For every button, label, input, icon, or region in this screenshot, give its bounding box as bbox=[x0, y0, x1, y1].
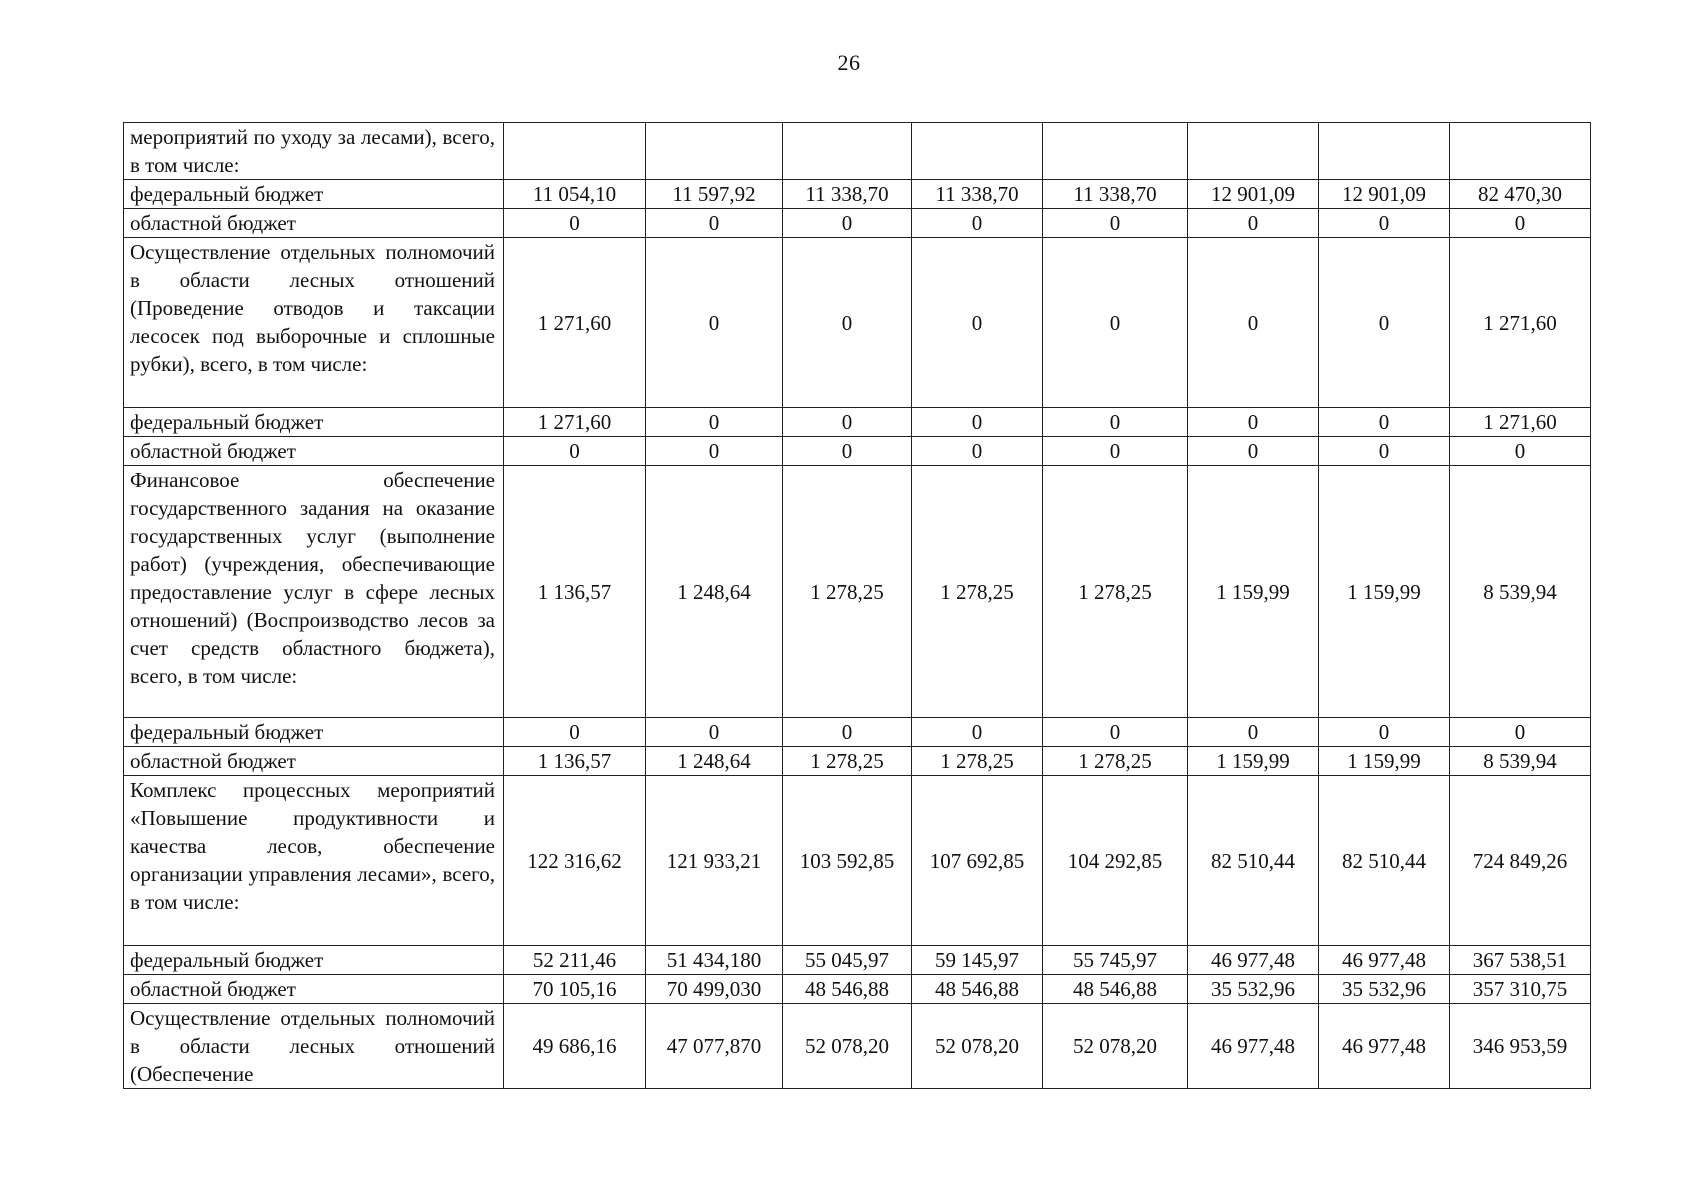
value-cell: 0 bbox=[783, 718, 912, 747]
row-label bbox=[124, 718, 504, 747]
value-cell: 52 078,20 bbox=[1043, 1004, 1188, 1089]
value-cell: 0 bbox=[1043, 408, 1188, 437]
value-cell: 0 bbox=[1450, 437, 1591, 466]
value-cell: 46 977,48 bbox=[1319, 1004, 1450, 1089]
row-label-text: Осуществление отдельных полномочий в области лесных отношений (Проведение отводов и таксации лесосек под выборочные и сплошные рубки), всего, в том числе: bbox=[130, 240, 495, 376]
table-row bbox=[124, 975, 1591, 1004]
value-cell: 11 338,70 bbox=[783, 180, 912, 209]
value-cell: 0 bbox=[504, 718, 646, 747]
value-cell: 0 bbox=[504, 437, 646, 466]
value-cell: 1 159,99 bbox=[1319, 466, 1450, 718]
value-cell: 0 bbox=[783, 408, 912, 437]
row-label-text: Осуществление отдельных полномочий в области лесных отношений (Обеспечение bbox=[130, 1006, 495, 1086]
value-cell: 1 278,25 bbox=[1043, 747, 1188, 776]
value-cell: 70 499,030 bbox=[646, 975, 783, 1004]
value-cell: 59 145,97 bbox=[912, 946, 1043, 975]
value-cell bbox=[1188, 123, 1319, 180]
table-row bbox=[124, 209, 1591, 238]
row-label-text: мероприятий по уходу за лесами), всего, в том числе: bbox=[130, 125, 495, 177]
value-cell: 35 532,96 bbox=[1188, 975, 1319, 1004]
row-label bbox=[124, 747, 504, 776]
value-cell: 0 bbox=[912, 238, 1043, 408]
value-cell: 52 211,46 bbox=[504, 946, 646, 975]
value-cell: 346 953,59 bbox=[1450, 1004, 1591, 1089]
value-cell: 1 248,64 bbox=[646, 747, 783, 776]
value-cell: 121 933,21 bbox=[646, 776, 783, 946]
table-row bbox=[124, 747, 1591, 776]
table-row bbox=[124, 180, 1591, 209]
value-cell: 0 bbox=[1188, 718, 1319, 747]
value-cell: 0 bbox=[1188, 408, 1319, 437]
value-cell: 122 316,62 bbox=[504, 776, 646, 946]
value-cell: 1 278,25 bbox=[783, 466, 912, 718]
value-cell: 0 bbox=[1043, 209, 1188, 238]
value-cell: 724 849,26 bbox=[1450, 776, 1591, 946]
value-cell bbox=[1450, 123, 1591, 180]
value-cell bbox=[1319, 123, 1450, 180]
value-cell: 0 bbox=[1043, 437, 1188, 466]
value-cell bbox=[1043, 123, 1188, 180]
row-label-text: федеральный бюджет bbox=[130, 948, 324, 972]
row-label bbox=[124, 180, 504, 209]
value-cell: 0 bbox=[783, 437, 912, 466]
value-cell: 8 539,94 bbox=[1450, 466, 1591, 718]
value-cell: 0 bbox=[1319, 437, 1450, 466]
value-cell: 46 977,48 bbox=[1188, 946, 1319, 975]
value-cell: 55 045,97 bbox=[783, 946, 912, 975]
value-cell: 0 bbox=[1319, 209, 1450, 238]
value-cell: 46 977,48 bbox=[1188, 1004, 1319, 1089]
value-cell: 0 bbox=[504, 209, 646, 238]
value-cell: 1 278,25 bbox=[912, 466, 1043, 718]
value-cell: 1 278,25 bbox=[912, 747, 1043, 776]
value-cell: 1 271,60 bbox=[1450, 408, 1591, 437]
value-cell: 1 159,99 bbox=[1319, 747, 1450, 776]
value-cell: 0 bbox=[912, 209, 1043, 238]
value-cell: 52 078,20 bbox=[912, 1004, 1043, 1089]
row-label-text: областной бюджет bbox=[130, 439, 296, 463]
value-cell: 1 271,60 bbox=[504, 238, 646, 408]
value-cell: 0 bbox=[1043, 718, 1188, 747]
value-cell bbox=[504, 123, 646, 180]
value-cell: 1 159,99 bbox=[1188, 466, 1319, 718]
value-cell: 0 bbox=[1450, 718, 1591, 747]
row-label bbox=[124, 466, 504, 718]
value-cell: 1 271,60 bbox=[1450, 238, 1591, 408]
value-cell: 11 338,70 bbox=[912, 180, 1043, 209]
value-cell: 104 292,85 bbox=[1043, 776, 1188, 946]
row-label-text: Финансовое обеспечение государственного задания на оказание государственных услуг (выполнение работ) (учреждения, обеспечивающие предоставление услуг в сфере лесных отношений) (Воспроизводство лесов за счет средств областного бюджета), всего, в том числе: bbox=[130, 468, 495, 688]
value-cell: 0 bbox=[1188, 209, 1319, 238]
row-label-text: областной бюджет bbox=[130, 211, 296, 235]
row-label bbox=[124, 408, 504, 437]
table-row bbox=[124, 946, 1591, 975]
budget-table-body bbox=[124, 123, 1591, 1089]
row-label bbox=[124, 209, 504, 238]
table-row bbox=[124, 718, 1591, 747]
table-row bbox=[124, 408, 1591, 437]
budget-table-container bbox=[123, 122, 1590, 1089]
value-cell: 52 078,20 bbox=[783, 1004, 912, 1089]
value-cell: 0 bbox=[1188, 437, 1319, 466]
value-cell: 0 bbox=[646, 437, 783, 466]
value-cell: 12 901,09 bbox=[1319, 180, 1450, 209]
value-cell: 49 686,16 bbox=[504, 1004, 646, 1089]
table-row bbox=[124, 1004, 1591, 1089]
row-label bbox=[124, 975, 504, 1004]
value-cell: 82 470,30 bbox=[1450, 180, 1591, 209]
value-cell: 70 105,16 bbox=[504, 975, 646, 1004]
value-cell: 0 bbox=[912, 437, 1043, 466]
value-cell: 48 546,88 bbox=[912, 975, 1043, 1004]
value-cell: 0 bbox=[646, 209, 783, 238]
row-label bbox=[124, 1004, 504, 1089]
table-row bbox=[124, 238, 1591, 408]
table-row bbox=[124, 776, 1591, 946]
row-label-text: федеральный бюджет bbox=[130, 720, 324, 744]
value-cell bbox=[912, 123, 1043, 180]
value-cell: 1 248,64 bbox=[646, 466, 783, 718]
value-cell: 11 338,70 bbox=[1043, 180, 1188, 209]
row-label bbox=[124, 946, 504, 975]
row-label-text: федеральный бюджет bbox=[130, 410, 324, 434]
row-label-text: областной бюджет bbox=[130, 749, 296, 773]
value-cell: 0 bbox=[1188, 238, 1319, 408]
table-row bbox=[124, 123, 1591, 180]
row-label-text: Комплекс процессных мероприятий «Повышение продуктивности и качества лесов, обеспечение организации управления лесами», всего, в том числе: bbox=[130, 778, 495, 914]
row-label bbox=[124, 238, 504, 408]
value-cell: 47 077,870 bbox=[646, 1004, 783, 1089]
value-cell: 103 592,85 bbox=[783, 776, 912, 946]
value-cell: 1 136,57 bbox=[504, 747, 646, 776]
value-cell: 35 532,96 bbox=[1319, 975, 1450, 1004]
value-cell: 1 271,60 bbox=[504, 408, 646, 437]
row-label-text: областной бюджет bbox=[130, 977, 296, 1001]
table-row bbox=[124, 437, 1591, 466]
value-cell: 1 136,57 bbox=[504, 466, 646, 718]
value-cell: 82 510,44 bbox=[1319, 776, 1450, 946]
row-label bbox=[124, 123, 504, 180]
value-cell: 0 bbox=[783, 209, 912, 238]
value-cell: 1 278,25 bbox=[1043, 466, 1188, 718]
value-cell: 0 bbox=[646, 408, 783, 437]
value-cell: 0 bbox=[1450, 209, 1591, 238]
value-cell: 0 bbox=[646, 238, 783, 408]
value-cell: 82 510,44 bbox=[1188, 776, 1319, 946]
value-cell: 0 bbox=[912, 408, 1043, 437]
value-cell: 0 bbox=[1043, 238, 1188, 408]
value-cell: 46 977,48 bbox=[1319, 946, 1450, 975]
value-cell: 107 692,85 bbox=[912, 776, 1043, 946]
value-cell: 48 546,88 bbox=[1043, 975, 1188, 1004]
budget-table bbox=[123, 122, 1591, 1089]
page-number: 26 bbox=[837, 50, 861, 75]
value-cell: 11 054,10 bbox=[504, 180, 646, 209]
value-cell: 0 bbox=[1319, 238, 1450, 408]
value-cell: 0 bbox=[912, 718, 1043, 747]
row-label bbox=[124, 776, 504, 946]
value-cell: 8 539,94 bbox=[1450, 747, 1591, 776]
value-cell bbox=[646, 123, 783, 180]
table-row bbox=[124, 466, 1591, 718]
value-cell: 55 745,97 bbox=[1043, 946, 1188, 975]
value-cell: 367 538,51 bbox=[1450, 946, 1591, 975]
value-cell: 12 901,09 bbox=[1188, 180, 1319, 209]
value-cell: 0 bbox=[646, 718, 783, 747]
value-cell: 11 597,92 bbox=[646, 180, 783, 209]
value-cell: 357 310,75 bbox=[1450, 975, 1591, 1004]
value-cell: 48 546,88 bbox=[783, 975, 912, 1004]
value-cell: 1 159,99 bbox=[1188, 747, 1319, 776]
value-cell: 0 bbox=[1319, 408, 1450, 437]
value-cell: 51 434,180 bbox=[646, 946, 783, 975]
value-cell: 0 bbox=[783, 238, 912, 408]
value-cell: 0 bbox=[1319, 718, 1450, 747]
value-cell: 1 278,25 bbox=[783, 747, 912, 776]
row-label bbox=[124, 437, 504, 466]
value-cell bbox=[783, 123, 912, 180]
row-label-text: федеральный бюджет bbox=[130, 182, 324, 206]
